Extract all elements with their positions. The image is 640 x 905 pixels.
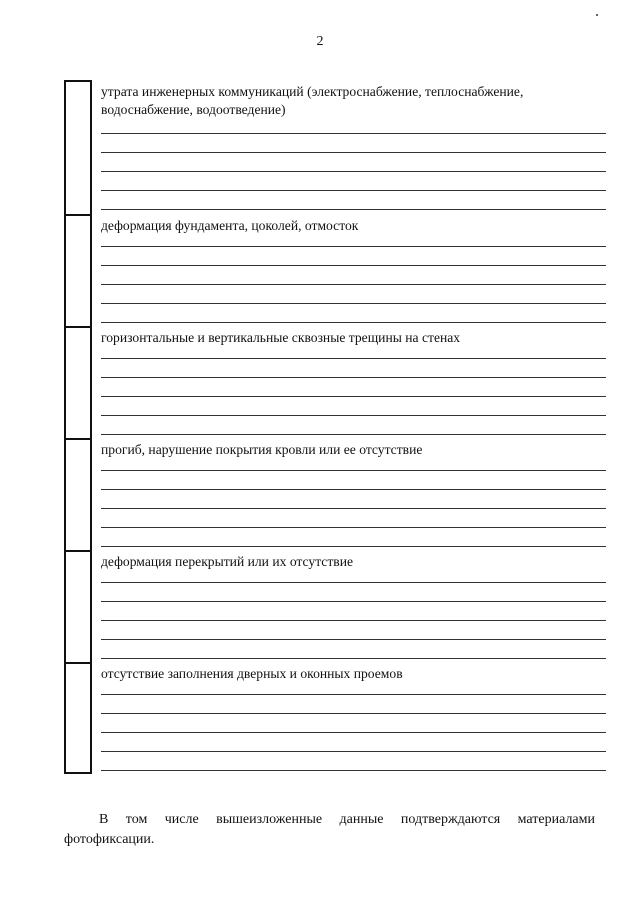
item-label: отсутствие заполнения дверных и оконных проемов [101,666,403,681]
answer-line[interactable] [101,434,606,435]
answer-line[interactable] [101,713,606,714]
answer-line[interactable] [101,396,606,397]
answer-line[interactable] [101,582,606,583]
answer-line[interactable] [101,246,606,247]
item-label: горизонтальные и вертикальные сквозные трещины на стенах [101,330,461,345]
answer-line[interactable] [101,377,606,378]
checkbox[interactable] [64,550,92,662]
footer-paragraph: В том числе вышеизложенные данные подтверждаются материалами фотофиксации. [64,812,595,847]
checklist [64,80,606,774]
answer-line[interactable] [101,358,606,359]
page-number: 2 [316,34,324,49]
checkbox[interactable] [64,662,92,774]
item-label: деформация перекрытий или их отсутствие [101,554,354,569]
checklist-item [64,214,606,326]
answer-line[interactable] [101,601,606,602]
checklist-item [64,326,606,438]
answer-line[interactable] [101,209,606,210]
answer-line[interactable] [101,265,606,266]
checklist-item [64,662,606,774]
item-label: деформация фундамента, цоколей, отмосток [101,218,359,233]
checklist-item [64,550,606,662]
answer-line[interactable] [101,527,606,528]
checkbox[interactable] [64,326,92,438]
scan-speck [596,14,598,16]
answer-line[interactable] [101,639,606,640]
answer-line[interactable] [101,620,606,621]
answer-line[interactable] [101,415,606,416]
answer-line[interactable] [101,546,606,547]
answer-line[interactable] [101,751,606,752]
answer-line[interactable] [101,322,606,323]
item-label: прогиб, нарушение покрытия кровли или ее отсутствие [101,442,423,457]
answer-line[interactable] [101,133,606,134]
answer-line[interactable] [101,190,606,191]
answer-line[interactable] [101,303,606,304]
answer-line[interactable] [101,732,606,733]
checkbox[interactable] [64,80,92,214]
answer-line[interactable] [101,508,606,509]
checklist-item [64,80,606,214]
answer-line[interactable] [101,152,606,153]
checkbox[interactable] [64,438,92,550]
answer-line[interactable] [101,284,606,285]
answer-line[interactable] [101,171,606,172]
checkbox[interactable] [64,214,92,326]
answer-line[interactable] [101,658,606,659]
item-label: утрата инженерных коммуникаций (электроснабжение, теплоснабжение, водоснабжение, водоотведение) [101,84,524,117]
answer-line[interactable] [101,694,606,695]
answer-line[interactable] [101,770,606,771]
answer-line[interactable] [101,489,606,490]
answer-line[interactable] [101,470,606,471]
checklist-item [64,438,606,550]
